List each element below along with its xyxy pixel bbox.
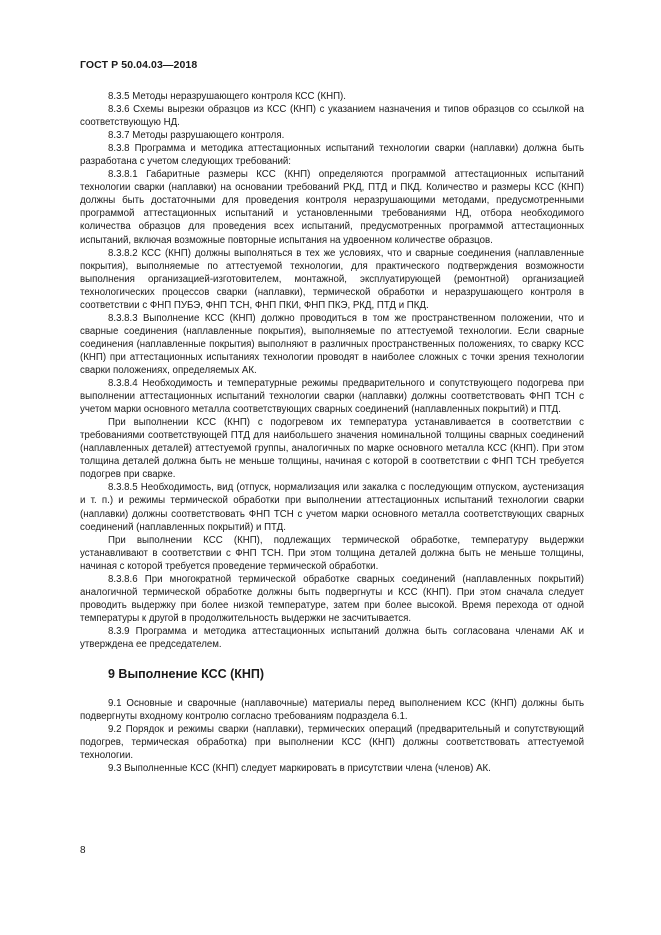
paragraph-8-3-8-4: 8.3.8.4 Необходимость и температурные режимы предварительного и сопутствующего подогрева при выполнении аттестационных испытаний технологии сварки (наплавки) должны соответствовать ФНП ТСН с учетом марки основного металла соответствующих сварных соединений (наплавленных покрытий) и ПТД. xyxy=(80,378,584,416)
paragraph-8-3-8: 8.3.8 Программа и методика аттестационных испытаний технологии сварки (наплавки) должна быть разработана с учетом следующих требований: xyxy=(80,143,584,168)
section-heading: 9 Выполнение КСС (КНП) xyxy=(108,667,265,682)
page-number: 8 xyxy=(80,845,86,856)
document-body xyxy=(80,90,584,775)
paragraph-8-3-5: 8.3.5 Методы неразрушающего контроля КСС (КНП). xyxy=(108,91,346,102)
paragraph-8-3-9: 8.3.9 Программа и методика аттестационных испытаний должна быть согласована членами АК и утверждена ее председателем. xyxy=(80,625,584,650)
paragraph-8-3-8-3: 8.3.8.3 Выполнение КСС (КНП) должно проводиться в том же пространственном положении, что и сварные соединения (наплавленные покрытия), выполняемые по аттестуемой технологии. Если сварные соединения (наплавленные покрытия) выполняют в различных пространственных положениях, то сварку КСС (КНП) при аттестационных испытаниях технологии проводят в наиболее сложных с точки зрения технологии сварки положениях, определяемых АК. xyxy=(80,312,584,376)
paragraph-9-3: 9.3 Выполненные КСС (КНП) следует маркировать в присутствии члена (членов) АК. xyxy=(108,763,491,775)
paragraph-8-3-8-6: 8.3.8.6 При многократной термической обработке сварных соединений (наплавленных покрытий) аналогичной термической обработке должны быть подвергнуты и КСС (КНП). При этом сначала следует проводить выдержку при более низкой температуре, затем при более высокой. Время перехода от одной температуры к другой в продолжительность выдержки не засчитывается. xyxy=(80,573,584,624)
standard-designation: ГОСТ Р 50.04.03—2018 xyxy=(80,59,198,71)
paragraph-preheating: При выполнении КСС (КНП) с подогревом их температура устанавливается в соответствии с требованиями соответствующей ПТД для наибольшего значения номинальной толщины сварных соединений (наплавленных деталей) аттестуемой группы, аналогичных по марке основного металла КСС (КНП). При этом толщина деталей должна быть не меньше толщины, начиная с которой в соответствии с ФНП ТСН требуется подогрев при сварке. xyxy=(80,417,584,481)
paragraph-heat-treatment: При выполнении КСС (КНП), подлежащих термической обработке, температуру выдержки устанавливают в соответствии с ФНП ТСН. При этом толщина деталей должна быть не меньше толщины, начиная с которой требуется проведение термической обработки. xyxy=(80,534,584,572)
paragraph-8-3-8-2: 8.3.8.2 КСС (КНП) должны выполняться в тех же условиях, что и сварные соединения (наплавленные покрытия), выполняемые по аттестуемой технологии, для практического подтверждения возможности выполнения организацией-изготовителем, монтажной, эксплуатирующей (ремонтной) организацией технологических процессов сварки (наплавки), термической обработки и неразрушающего контроля в соответствии с ФНП ПУБЭ, ФНП ТСН, ФНП ПКИ, ФНП ПКЭ, РКД, ПТД и ПКД. xyxy=(80,247,584,311)
paragraph-8-3-7: 8.3.7 Методы разрушающего контроля. xyxy=(108,130,285,142)
paragraph-9-1: 9.1 Основные и сварочные (наплавочные) материалы перед выполнением КСС (КНП) должны быть подвергнуты входному контролю согласно требованиям подраздела 6.1. xyxy=(80,698,584,723)
paragraph-8-3-6: 8.3.6 Схемы вырезки образцов из КСС (КНП) с указанием назначения и типов образцов со ссылкой на соответствующую НД. xyxy=(80,104,584,129)
paragraph-8-3-8-5: 8.3.8.5 Необходимость, вид (отпуск, нормализация или закалка с последующим отпуском, аустенизация и т. п.) и режимы термической обработки при выполнении аттестационных испытаний технологии сварки (наплавки) должны соответствовать ФНП ТСН с учетом марки основного металла соответствующих сварных соединений (наплавленных покрытий) и ПТД. xyxy=(80,482,584,533)
paragraph-9-2: 9.2 Порядок и режимы сварки (наплавки), термических операций (предварительный и сопутствующий подогрев, термическая обработка) при выполнении КСС (КНП) должны соответствовать аттестуемой технологии. xyxy=(80,724,584,762)
paragraph-8-3-8-1: 8.3.8.1 Габаритные размеры КСС (КНП) определяются программой аттестационных испытаний технологии сварки (наплавки) на основании требований РКД, ПТД и ПКД. Количество и размеры КСС (КНП) должны быть достаточными для проведения контроля неразрушающими методами, предусмотренными программой аттестационных испытаний и установленными требованиями НД, отбора необходимого количества образцов для проведения всех испытаний, предусмотренных программой аттестационных испытаний, включая возможные повторные испытания на удвоенном количестве образцов. xyxy=(80,169,584,246)
